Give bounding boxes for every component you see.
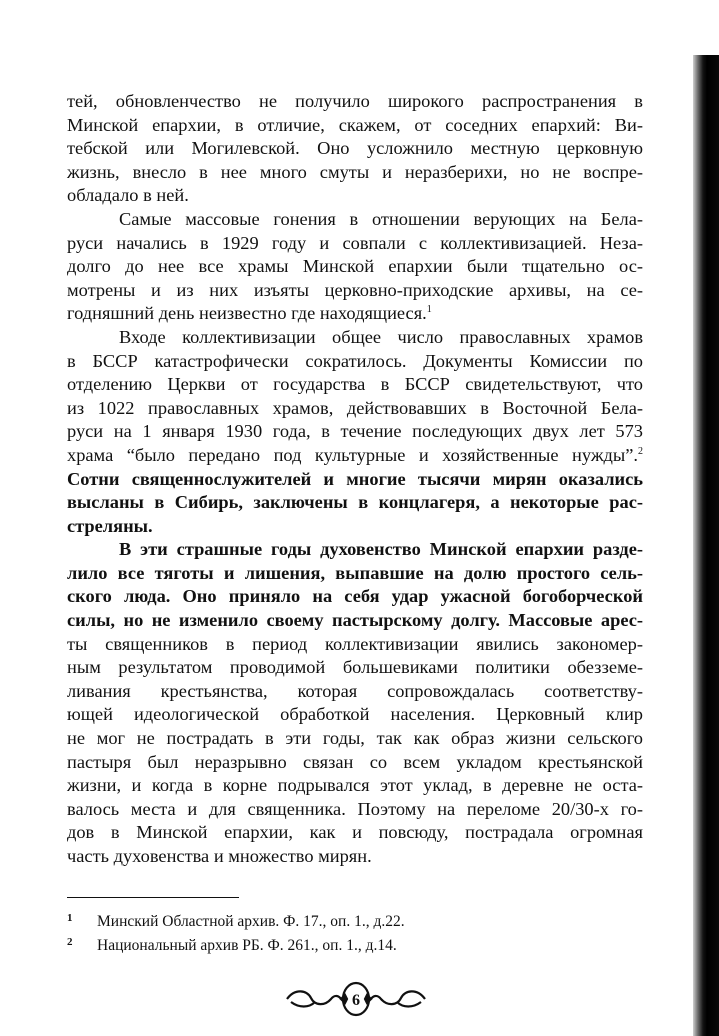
text-line bbox=[67, 680, 643, 704]
text-line bbox=[67, 255, 643, 279]
text-line bbox=[67, 232, 643, 256]
line-text: силы, но не изменило своему пастырскому долгу. Массовые арес- bbox=[67, 610, 643, 631]
footnote-ref: 2 bbox=[638, 445, 643, 457]
page-number: 6 bbox=[352, 992, 360, 1009]
line-text: жизни, и когда в корне подрывался этот уклад, в деревне не оста- bbox=[67, 775, 643, 796]
line-text: ющей идеологической обработкой населения. Церковный клир bbox=[67, 704, 643, 725]
line-text: из 1022 православных храмов, действовавших в Восточной Бела- bbox=[67, 397, 643, 418]
page-number-ornament bbox=[281, 978, 431, 1020]
footnote-number: 2 bbox=[67, 936, 73, 948]
line-text: тей, обновленчество не получило широкого распространения в bbox=[67, 91, 643, 111]
footnote-text: Минский Областной архив. Ф. 17., оп. 1., д.22. bbox=[97, 913, 405, 930]
text-line bbox=[67, 326, 643, 350]
text-line bbox=[67, 184, 643, 208]
line-text: В эти страшные годы духовенство Минской епархии разде- bbox=[119, 539, 643, 560]
page-edge-shadow bbox=[693, 55, 719, 1036]
line-text: лило все тяготы и лишения, выпавшие на долю простого сель- bbox=[67, 562, 643, 583]
text-line bbox=[67, 821, 643, 845]
text-line bbox=[67, 208, 643, 232]
line-text: тебской или Могилевской. Оно усложнило местную церковную bbox=[67, 138, 643, 159]
footnote-2 bbox=[67, 930, 627, 954]
text-line bbox=[67, 137, 643, 161]
line-text: дов в Минской епархии, как и повсюду, пострадала огромная bbox=[67, 822, 643, 843]
line-text: Самые массовые гонения в отношении верующих на Бела- bbox=[119, 208, 643, 229]
footnote-ref: 1 bbox=[426, 304, 432, 316]
footnote-text: Национальный архив РБ. Ф. 261., оп. 1., д.14. bbox=[97, 937, 397, 954]
line-text: ливания крестьянства, которая сопровождалась соответству- bbox=[67, 680, 643, 701]
text-line bbox=[67, 420, 643, 444]
line-text: обладало в ней. bbox=[67, 185, 189, 206]
line-text: жизнь, внесло в нее много смуты и неразберихи, но не воспре- bbox=[67, 161, 643, 182]
text-line bbox=[67, 515, 643, 539]
text-line bbox=[67, 302, 643, 326]
text-line bbox=[67, 538, 643, 562]
text-line bbox=[67, 444, 643, 468]
text-line bbox=[67, 373, 643, 397]
line-text: руси на 1 января 1930 года, в течение последующих двух лет 573 bbox=[67, 421, 643, 442]
text-line bbox=[67, 90, 643, 114]
text-line bbox=[67, 279, 643, 303]
line-text: Сотни священнослужителей и многие тысячи мирян оказались bbox=[67, 468, 643, 489]
line-text: ты священников в период коллективизации явились закономер- bbox=[67, 633, 643, 654]
line-text: не мог не пострадать в эти годы, так как образ жизни сельского bbox=[67, 728, 643, 749]
line-text: мотрены и из них изъяты церковно-приходские архивы, на се- bbox=[67, 279, 643, 300]
text-line bbox=[67, 609, 643, 633]
line-text: ным результатом проводимой большевиками политики обезземе- bbox=[67, 657, 643, 678]
text-line bbox=[67, 114, 643, 138]
text-line bbox=[67, 845, 643, 869]
text-line bbox=[67, 585, 643, 609]
line-text: храма “было передано под культурные и хозяйственные нужды”. bbox=[67, 444, 638, 465]
text-line bbox=[67, 468, 643, 492]
footnotes bbox=[67, 906, 627, 954]
text-line bbox=[67, 161, 643, 185]
line-text: стреляны. bbox=[67, 515, 153, 536]
text-line bbox=[67, 798, 643, 822]
line-text: руси начались в 1929 году и совпали с коллективизацией. Неза- bbox=[67, 232, 643, 253]
text-line bbox=[67, 397, 643, 421]
line-text: валось места и для священника. Поэтому на переломе 20/30-х го- bbox=[67, 798, 643, 819]
line-text: ского люда. Оно приняло на себя удар ужасной богоборческой bbox=[67, 586, 643, 607]
text-line bbox=[67, 562, 643, 586]
line-text: высланы в Сибирь, заключены в концлагеря, а некоторые рас- bbox=[67, 492, 643, 513]
text-line bbox=[67, 774, 643, 798]
line-text: пастыря был неразрывно связан со всем укладом крестьянской bbox=[67, 751, 643, 772]
text-line bbox=[67, 491, 643, 515]
text-line bbox=[67, 727, 643, 751]
line-text: в БССР катастрофически сократилось. Документы Комиссии по bbox=[67, 350, 643, 371]
text-line bbox=[67, 633, 643, 657]
line-text: Минской епархии, в отличие, скажем, от соседних епархий: Ви- bbox=[67, 114, 643, 135]
line-text: отделению Церкви от государства в БССР свидетельствуют, что bbox=[67, 374, 643, 395]
text-line bbox=[67, 656, 643, 680]
text-line bbox=[67, 703, 643, 727]
footnote-rule bbox=[67, 897, 239, 898]
line-text: долго до нее все храмы Минской епархии были тщательно ос- bbox=[67, 256, 643, 277]
line-text: Входе коллективизации общее число православных храмов bbox=[119, 326, 643, 347]
text-line bbox=[67, 751, 643, 775]
line-text: часть духовенства и множество мирян. bbox=[67, 846, 372, 866]
footnote-1 bbox=[67, 906, 627, 930]
body-text bbox=[67, 90, 643, 869]
footnote-number: 1 bbox=[67, 912, 73, 924]
line-text: годняшний день неизвестно где находящиеся. bbox=[67, 303, 427, 324]
text-line bbox=[67, 350, 643, 374]
